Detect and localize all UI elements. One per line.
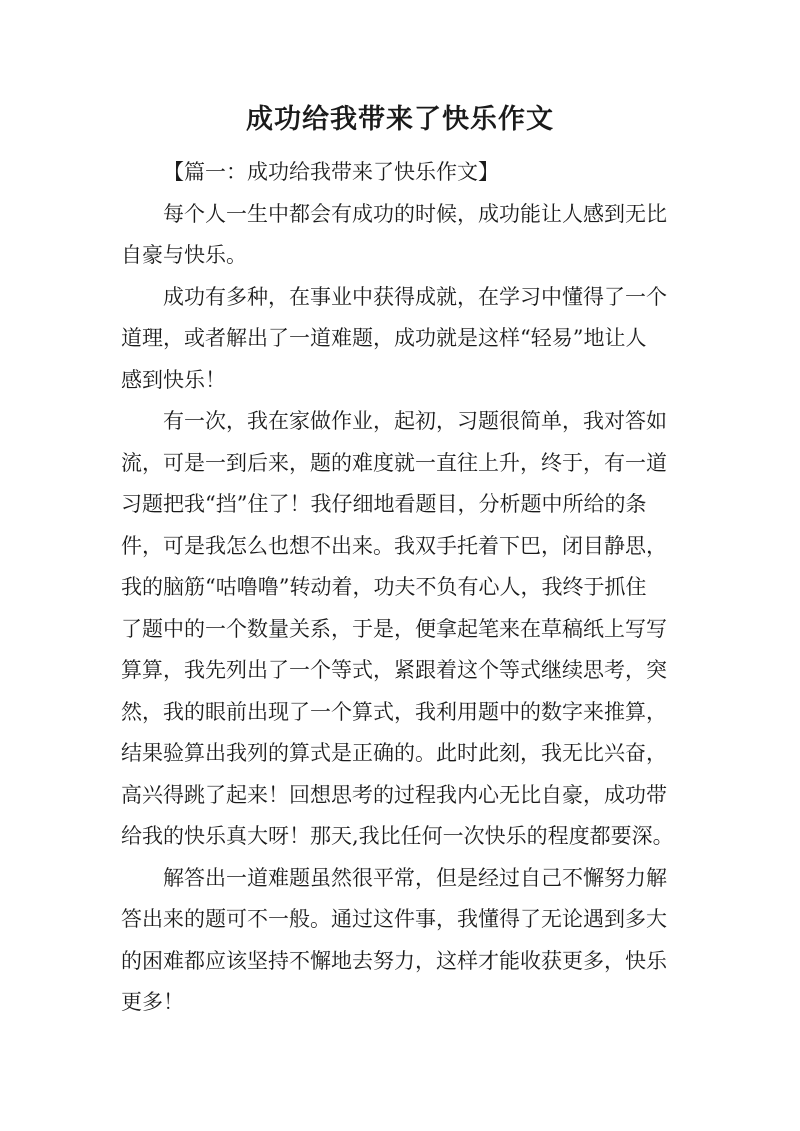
- paragraph-line: 给我的快乐真大呀！那天,我比任何一次快乐的程度都要深。: [121, 824, 674, 848]
- paragraph: [121, 277, 683, 402]
- paragraph-line: 有一次，我在家做作业，起初，习题很简单，我对答如: [163, 409, 667, 433]
- paragraph-line: 自豪与快乐。: [121, 243, 247, 267]
- paragraph-line: 更多！: [121, 990, 184, 1014]
- section-heading: 【篇一：成功给我带来了快乐作文】: [163, 160, 499, 184]
- paragraph-line: 习题把我“挡”住了！我仔细地看题目，分析题中所给的条: [121, 492, 647, 516]
- document-body: [121, 152, 683, 1024]
- paragraph-line: 高兴得跳了起来！回想思考的过程我内心无比自豪，成功带: [121, 782, 667, 807]
- paragraph-line: 答出来的题可不一般。通过这件事，我懂得了无论遇到多大: [121, 907, 667, 931]
- paragraph: [121, 401, 683, 858]
- paragraph-line: 然，我的眼前出现了一个算式，我利用题中的数字来推算，: [121, 699, 667, 724]
- paragraph-line: 解答出一道难题虽然很平常，但是经过自己不懈努力解: [163, 865, 667, 890]
- paragraph: [121, 194, 683, 277]
- paragraph-line: 感到快乐！: [121, 367, 226, 392]
- paragraph-line: 流，可是一到后来，题的难度就一直往上升，终于，有一道: [121, 450, 667, 475]
- paragraph-line: 的困难都应该坚持不懈地去努力，这样才能收获更多，快乐: [121, 948, 667, 973]
- paragraph-line: 道理，或者解出了一道难题，成功就是这样“轻易”地让人: [121, 326, 647, 350]
- paragraph-line: 算算，我先列出了一个等式，紧跟着这个等式继续思考，突: [121, 658, 667, 682]
- paragraph-line: 件，可是我怎么也想不出来。我双手托着下巴，闭目静思，: [121, 533, 667, 558]
- paragraph-line: 了题中的一个数量关系，于是，便拿起笔来在草稿纸上写写: [121, 616, 667, 641]
- paragraph-line: 成功有多种，在事业中获得成就，在学习中懂得了一个: [163, 284, 667, 309]
- paragraph: [121, 858, 683, 1024]
- document-title: 成功给我带来了快乐作文: [246, 104, 554, 135]
- paragraph-line: 每个人一生中都会有成功的时候，成功能让人感到无比: [163, 201, 667, 226]
- paragraph-line: 我的脑筋“咕噜噜”转动着，功夫不负有心人，我终于抓住: [121, 575, 647, 599]
- paragraph-line: 结果验算出我列的算式是正确的。此时此刻，我无比兴奋，: [121, 741, 667, 765]
